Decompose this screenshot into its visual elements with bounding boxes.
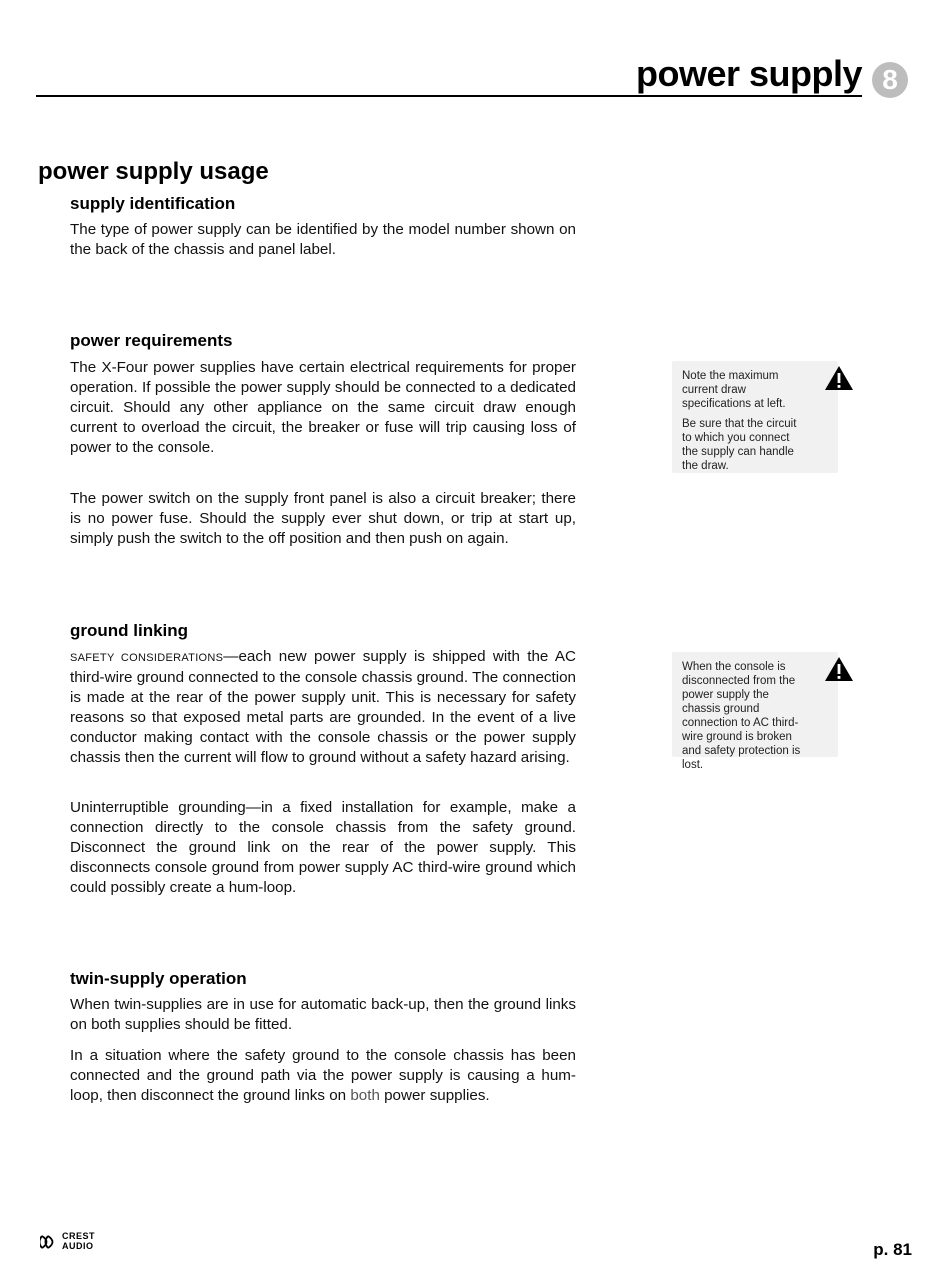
crest-logo-mark-icon	[40, 1232, 62, 1252]
paragraph-power-requirements-2: The power switch on the supply front panel is also a circuit breaker; there is no power fuse. Should the supply ever shut down, or trip at start up, simply push the switch to the off position and then push on again.	[70, 490, 576, 547]
safety-considerations-text: —each new power supply is shipped with the AC third-wire ground connected to the console chassis ground. The connection is made at the rear of the power supply unit. This is necessary for safety reasons so that exposed metal parts are grounded. In the event of a live conductor making contact with the console chassis or the power supply chassis then the current will flow to ground without a safety hazard arising.	[70, 648, 577, 766]
paragraph-supply-identification: The type of power supply can be identified by the model number shown on the back of the chassis and panel label.	[70, 221, 576, 258]
logo-line-audio: AUDIO	[62, 1240, 94, 1251]
crest-audio-logo	[40, 1232, 114, 1252]
page-number: p. 81	[873, 1240, 912, 1259]
note-current-draw-line1: Note the maximum current draw specifications at left.	[682, 370, 786, 410]
twin-supply-text-start: In a situation where the safety ground to the console chassis has been connected and the ground path via the power supply is causing a hum-loop, then disconnect the ground links on	[70, 1047, 576, 1104]
paragraph-power-requirements-1: The X-Four power supplies have certain electrical requirements for proper operation. If possible the power supply should be connected to a dedicated circuit. Should any other appliance on the same circuit draw enough current to overload the circuit, the breaker or fuse will trip causing loss of power to the console.	[70, 359, 576, 456]
paragraph-twin-supply-1: When twin-supplies are in use for automatic back-up, then the ground links on both supplies should be fitted.	[70, 996, 576, 1033]
chapter-number-badge: 8	[872, 62, 908, 98]
warning-triangle-icon	[824, 365, 854, 391]
note-current-draw-line2: Be sure that the circuit to which you connect the supply can handle the draw.	[682, 418, 797, 472]
subheading-supply-identification: supply identification	[70, 194, 236, 213]
note-ground-disconnect-text: When the console is disconnected from the power supply the chassis ground connection to AC third-wire ground is broken and safety protection is lost.	[682, 661, 801, 771]
chapter-title: power supply	[635, 53, 862, 94]
twin-supply-text-end: power supplies.	[379, 1087, 490, 1104]
warning-triangle-icon	[824, 656, 854, 682]
subheading-twin-supply-operation: twin-supply operation	[70, 969, 247, 988]
twin-supply-emphasis: both	[350, 1087, 380, 1104]
side-note-current-draw	[672, 361, 838, 473]
paragraph-twin-supply-2	[70, 1046, 576, 1106]
safety-considerations-lead: SAFETY CONSIDERATIONS	[70, 652, 224, 664]
header-divider	[36, 95, 862, 97]
logo-line-crest: CREST	[62, 1231, 96, 1241]
paragraph-ground-linking-2: Uninterruptible grounding—in a fixed installation for example, make a connection directly to the console chassis from the safety ground. Disconnect the ground link on the rear of the power supply. This disconnects console ground from power supply AC third-wire ground which could possibly create a hum-loop.	[70, 799, 576, 896]
paragraph-ground-linking-1	[70, 647, 576, 768]
subheading-ground-linking: ground linking	[70, 621, 189, 640]
side-note-ground-disconnect	[672, 652, 838, 771]
logo-wordmark	[62, 1232, 95, 1251]
section-title: power supply usage	[38, 158, 269, 185]
subheading-power-requirements: power requirements	[70, 331, 233, 350]
